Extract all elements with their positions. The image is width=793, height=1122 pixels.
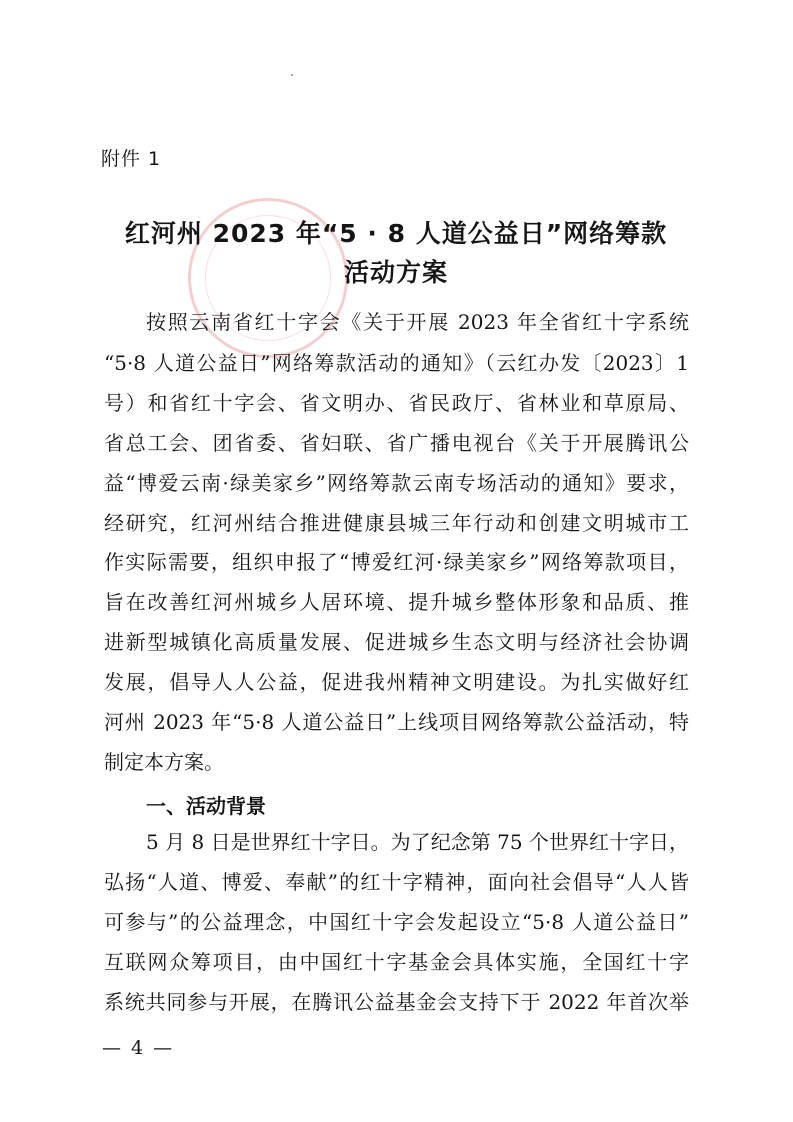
- paragraph-line: 制定本方案。: [104, 750, 224, 774]
- paragraph-line: “5·8 人道公益日”网络筹款活动的通知》（云红办发〔2023〕1: [104, 351, 689, 375]
- paragraph-line: 河州 2023 年“5·8 人道公益日”上线项目网络筹款公益活动，特: [104, 710, 689, 734]
- paragraph-line: 弘扬“人道、博爱、奉献”的红十字精神，面向社会倡导“人人皆: [104, 870, 689, 894]
- paragraph-line: 进新型城镇化高质量发展、促进城乡生态文明与经济社会协调: [104, 630, 689, 654]
- scan-speck: [291, 74, 293, 76]
- section-heading: 一、活动背景: [146, 794, 266, 818]
- paragraph-line: 益“博爱云南·绿美家乡”网络筹款云南专场活动的通知》要求，: [104, 471, 689, 495]
- document-title-line-1: 红河州 2023 年“5 · 8 人道公益日”网络筹款: [124, 219, 668, 248]
- paragraph-line: 发展，倡导人人公益，促进我州精神文明建设。为扎实做好红: [104, 670, 689, 694]
- document-title-line-2: 活动方案: [343, 258, 448, 287]
- paragraph-line: 号）和省红十字会、省文明办、省民政厅、省林业和草原局、: [104, 391, 689, 415]
- paragraph-line: 系统共同参与开展，在腾讯公益基金会支持下于 2022 年首次举: [104, 990, 689, 1014]
- paragraph-line: 作实际需要，组织申报了“博爱红河·绿美家乡”网络筹款项目，: [104, 550, 689, 574]
- paragraph-line: 省总工会、团省委、省妇联、省广播电视台《关于开展腾讯公: [104, 431, 689, 455]
- paragraph-line: 经研究，红河州结合推进健康县城三年行动和创建文明城市工: [104, 511, 689, 535]
- attachment-label: 附件 1: [101, 148, 162, 170]
- paragraph-line: 5 月 8 日是世界红十字日。为了纪念第 75 个世界红十字日，: [146, 830, 689, 854]
- paragraph-line: 按照云南省红十字会《关于开展 2023 年全省红十字系统: [146, 310, 689, 334]
- page-number: — 4 —: [102, 1037, 175, 1059]
- paragraph-line: 旨在改善红河州城乡人居环境、提升城乡整体形象和品质、推: [104, 590, 689, 614]
- paragraph-line: 互联网众筹项目，由中国红十字基金会具体实施，全国红十字: [104, 950, 689, 974]
- paragraph-line: 可参与”的公益理念，中国红十字会发起设立“5·8 人道公益日”: [104, 910, 689, 934]
